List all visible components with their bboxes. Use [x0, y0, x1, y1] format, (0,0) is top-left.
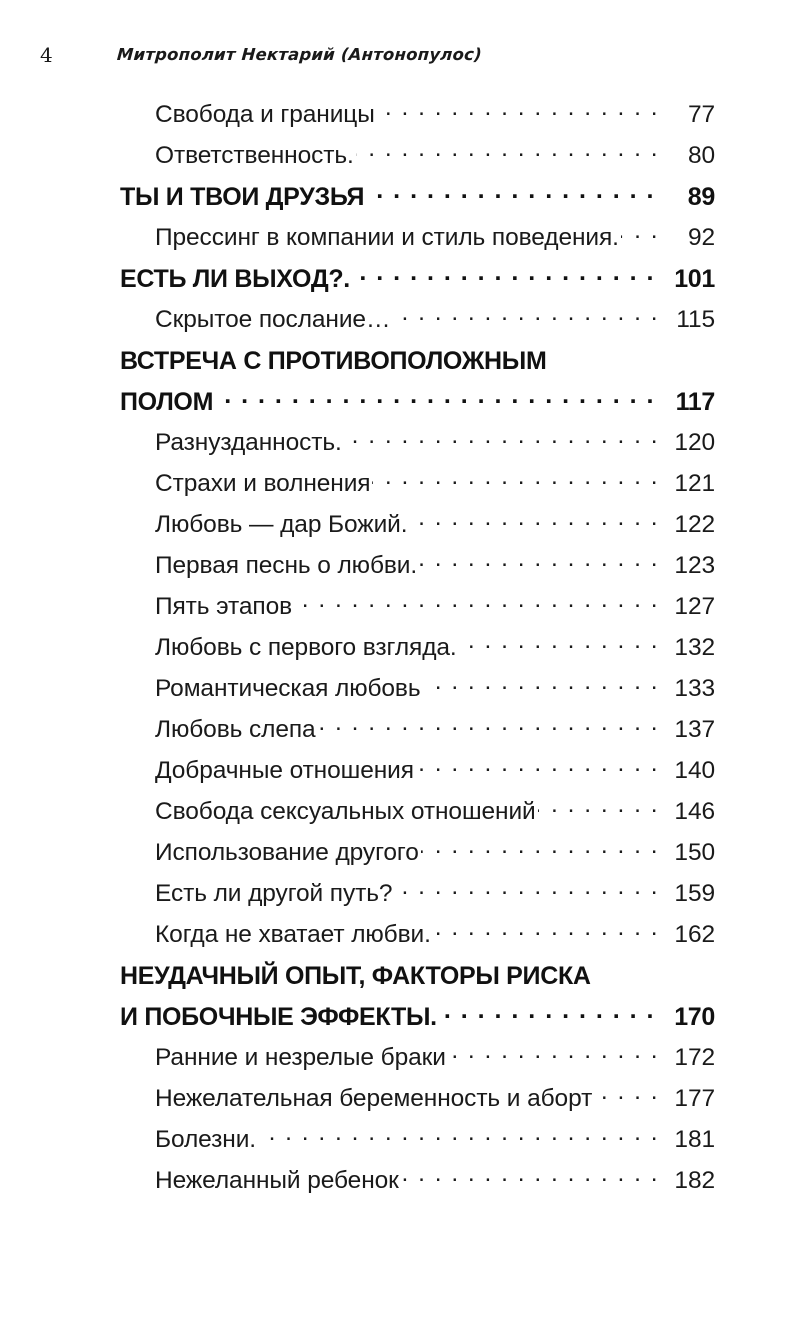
toc-page-number: 122: [674, 511, 715, 538]
toc-page-number: 117: [675, 388, 715, 416]
toc-dot-leader: [433, 926, 659, 942]
toc-dot-leader: [416, 762, 659, 778]
toc-page-number: 177: [674, 1085, 715, 1112]
toc-section-title: НЕУДАЧНЫЙ ОПЫТ, ФАКТОРЫ РИСКА: [120, 962, 591, 990]
toc-section-title: ВСТРЕЧА С ПРОТИВОПОЛОЖНЫМ: [120, 347, 547, 375]
toc-entry-title: Любовь слепа: [155, 716, 316, 743]
toc-page-number: 132: [674, 634, 715, 661]
toc-dot-leader: [621, 229, 659, 245]
toc-page-number: 150: [674, 839, 715, 866]
toc-section-title: ПОЛОМ: [120, 388, 214, 416]
toc-entry-row[interactable]: [155, 921, 715, 962]
toc-dot-leader: [409, 516, 659, 532]
toc-page-number: 181: [674, 1126, 715, 1153]
toc-entry-row[interactable]: [155, 798, 715, 839]
toc-dot-leader: [394, 885, 659, 901]
toc-entry-title: Пять этапов: [155, 593, 293, 620]
toc-dot-leader: [215, 394, 655, 410]
toc-entry-title: Разнузданность.: [155, 429, 342, 456]
toc-dot-leader: [401, 1172, 659, 1188]
toc-entry-row[interactable]: [155, 429, 715, 470]
toc-page-number: 121: [674, 470, 715, 497]
toc-dot-leader: [392, 311, 659, 327]
toc-section-title: ТЫ И ТВОИ ДРУЗЬЯ: [120, 183, 365, 211]
toc-section-row[interactable]: [120, 183, 715, 224]
toc-entry-row[interactable]: [155, 839, 715, 880]
toc-page-number: 162: [674, 921, 715, 948]
toc-dot-leader: [421, 844, 659, 860]
toc-page-number: 127: [674, 593, 715, 620]
toc-entry-title: Любовь с первого взгляда.: [155, 634, 457, 661]
toc-entry-row[interactable]: [155, 306, 715, 347]
toc-section-row[interactable]: [120, 1003, 715, 1044]
toc-entry-row[interactable]: [155, 880, 715, 921]
toc-entry-row[interactable]: [155, 634, 715, 675]
toc-entry-row[interactable]: [155, 1085, 715, 1126]
toc-entry-title: Любовь — дар Божий.: [155, 511, 408, 538]
toc-page-number: 123: [674, 552, 715, 579]
toc-entry-title: Есть ли другой путь?: [155, 880, 393, 907]
toc-dot-leader: [372, 475, 659, 491]
toc-page-number: 170: [674, 1003, 715, 1031]
running-head-author: Митрополит Нектарий (Антонопулос): [116, 45, 483, 64]
toc-entry-title: Прессинг в компании и стиль поведения.: [155, 224, 619, 251]
toc-entry-row[interactable]: [155, 1044, 715, 1085]
toc-entry-row[interactable]: [155, 224, 715, 265]
toc-entry-title: Добрачные отношения: [155, 757, 414, 784]
toc-section-title: ЕСТЬ ЛИ ВЫХОД?.: [120, 265, 350, 293]
toc-entry-title: Ответственность.: [155, 142, 354, 169]
toc-page-number: 133: [674, 675, 715, 702]
toc-dot-leader: [594, 1090, 659, 1106]
toc-dot-leader: [423, 680, 659, 696]
toc-dot-leader: [258, 1131, 659, 1147]
toc-entry-row[interactable]: [155, 1126, 715, 1167]
toc-section-row[interactable]: [120, 347, 715, 388]
toc-page-number: 89: [687, 183, 715, 211]
toc-entry-row[interactable]: [155, 470, 715, 511]
toc-entry-title: Ранние и незрелые браки: [155, 1044, 446, 1071]
toc-entry-title: Свобода и границы: [155, 101, 375, 128]
toc-page-number: 80: [687, 142, 715, 169]
toc-page-number: 159: [674, 880, 715, 907]
toc-dot-leader: [459, 639, 659, 655]
page-folio-number: 4: [40, 43, 53, 67]
toc-entry-row[interactable]: [155, 757, 715, 798]
running-head: [0, 38, 803, 72]
toc-page-number: 92: [687, 224, 715, 251]
toc-page-number: 137: [674, 716, 715, 743]
toc-entry-title: Болезни.: [155, 1126, 257, 1153]
toc-entry-row[interactable]: [155, 101, 715, 142]
toc-section-title: И ПОБОЧНЫЕ ЭФФЕКТЫ.: [120, 1003, 437, 1031]
toc-page-number: 77: [687, 101, 715, 128]
toc-dot-leader: [318, 721, 659, 737]
toc-entry-row[interactable]: [155, 675, 715, 716]
toc-entry-title: Скрытое послание…: [155, 306, 391, 333]
toc-page-number: 140: [674, 757, 715, 784]
toc-entry-title: Первая песнь о любви.: [155, 552, 418, 579]
toc-entry-row[interactable]: [155, 593, 715, 634]
toc-entry-row[interactable]: [155, 511, 715, 552]
toc-dot-leader: [377, 106, 659, 122]
toc-section-row[interactable]: [120, 388, 715, 429]
toc-entry-row[interactable]: [155, 142, 715, 183]
toc-dot-leader: [538, 803, 659, 819]
toc-section-row[interactable]: [120, 265, 715, 306]
toc-dot-leader: [356, 147, 659, 163]
toc-entry-title: Когда не хватает любви.: [155, 921, 431, 948]
toc-page-number: 120: [674, 429, 715, 456]
toc-page-number: 101: [674, 265, 715, 293]
toc-page-number: 182: [674, 1167, 715, 1194]
toc-entry-title: Нежелательная беременность и аборт: [155, 1085, 593, 1112]
toc-entry-title: Романтическая любовь: [155, 675, 421, 702]
table-of-contents: [120, 101, 715, 1208]
toc-page-number: 146: [674, 798, 715, 825]
toc-dot-leader: [344, 434, 659, 450]
toc-dot-leader: [352, 271, 655, 287]
toc-entry-title: Страхи и волнения: [155, 470, 371, 497]
toc-dot-leader: [419, 557, 659, 573]
toc-dot-leader: [366, 189, 655, 205]
toc-page-number: 172: [674, 1044, 715, 1071]
toc-dot-leader: [294, 598, 659, 614]
toc-dot-leader: [448, 1049, 659, 1065]
toc-entry-title: Свобода сексуальных отношений: [155, 798, 536, 825]
toc-entry-row[interactable]: [155, 552, 715, 593]
toc-entry-row[interactable]: [155, 1167, 715, 1208]
toc-page-number: 115: [676, 306, 715, 333]
toc-entry-title: Использование другого: [155, 839, 419, 866]
toc-section-row[interactable]: [120, 962, 715, 1003]
toc-entry-title: Нежеланный ребенок: [155, 1167, 399, 1194]
toc-entry-row[interactable]: [155, 716, 715, 757]
toc-dot-leader: [439, 1009, 655, 1025]
